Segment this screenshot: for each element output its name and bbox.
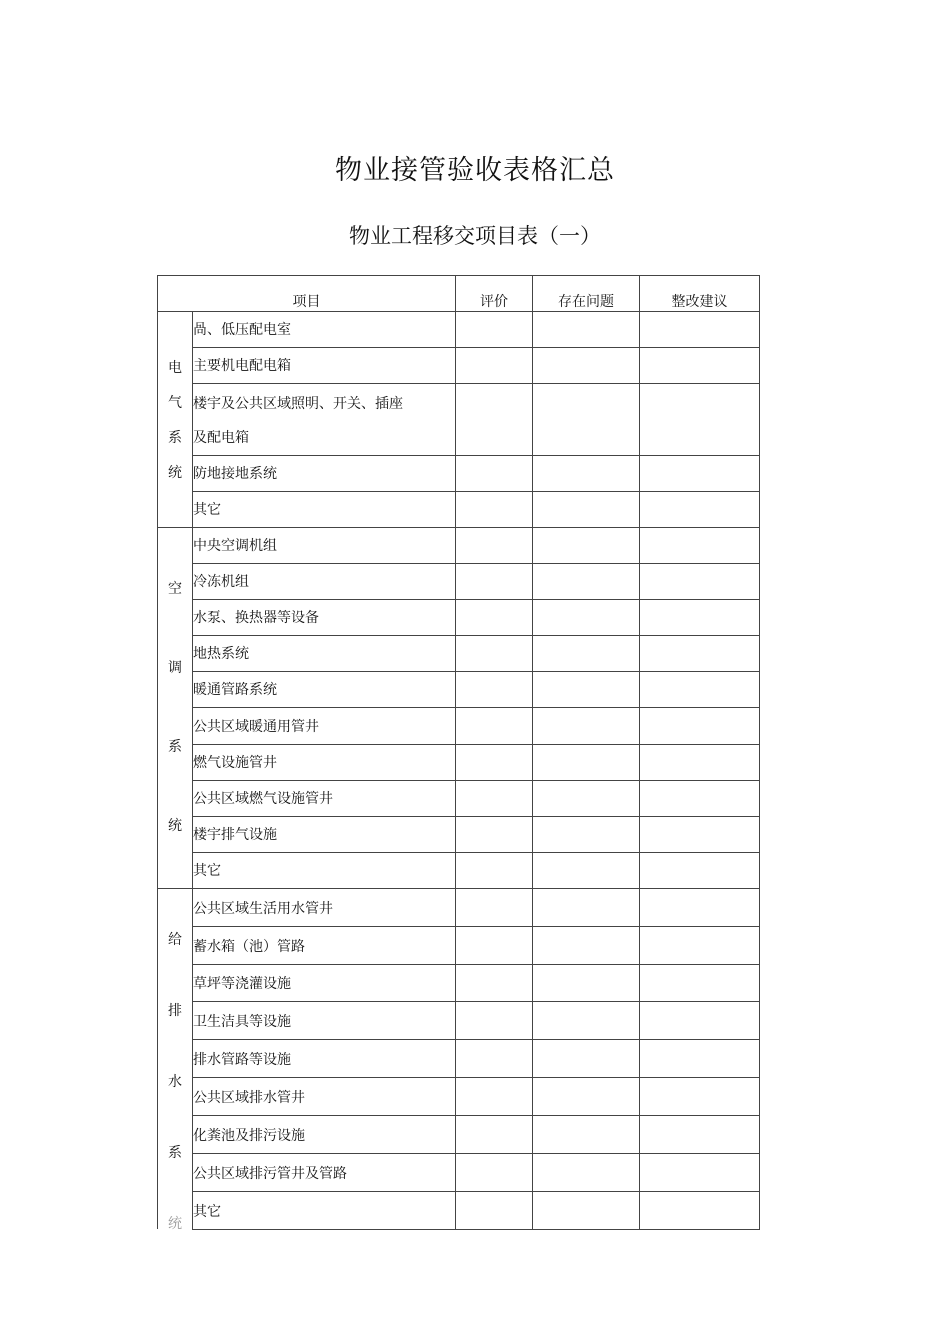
issue-cell[interactable] xyxy=(533,708,640,744)
header-suggestions: 整改建议 xyxy=(640,276,760,312)
eval-cell[interactable] xyxy=(456,964,533,1002)
issue-cell[interactable] xyxy=(533,889,640,927)
item-label: 公共区域暖通用管井 xyxy=(193,708,456,744)
eval-cell[interactable] xyxy=(456,528,533,564)
table-row xyxy=(158,528,760,564)
suggest-cell[interactable] xyxy=(640,708,760,744)
category-electrical: 电 气 系 统 xyxy=(158,312,193,528)
eval-cell[interactable] xyxy=(456,1153,533,1191)
suggest-cell[interactable] xyxy=(640,636,760,672)
suggest-cell[interactable] xyxy=(640,384,760,456)
table-row xyxy=(158,816,760,852)
issue-cell[interactable] xyxy=(533,926,640,964)
eval-cell[interactable] xyxy=(456,852,533,888)
table-row xyxy=(158,456,760,492)
table-row xyxy=(158,780,760,816)
issue-cell[interactable] xyxy=(533,852,640,888)
eval-cell[interactable] xyxy=(456,1191,533,1229)
item-label: 暖通管路系统 xyxy=(193,672,456,708)
item-label: 其它 xyxy=(193,1191,456,1229)
eval-cell[interactable] xyxy=(456,1002,533,1040)
issue-cell[interactable] xyxy=(533,1115,640,1153)
item-label: 公共区域生活用水管井 xyxy=(193,889,456,927)
item-label: 化粪池及排污设施 xyxy=(193,1115,456,1153)
eval-cell[interactable] xyxy=(456,780,533,816)
issue-cell[interactable] xyxy=(533,384,640,456)
eval-cell[interactable] xyxy=(456,384,533,456)
issue-cell[interactable] xyxy=(533,1040,640,1078)
issue-cell[interactable] xyxy=(533,1078,640,1116)
eval-cell[interactable] xyxy=(456,926,533,964)
issue-cell[interactable] xyxy=(533,744,640,780)
suggest-cell[interactable] xyxy=(640,1115,760,1153)
suggest-cell[interactable] xyxy=(640,780,760,816)
suggest-cell[interactable] xyxy=(640,492,760,528)
item-label: 咼、低压配电室 xyxy=(193,312,456,348)
eval-cell[interactable] xyxy=(456,456,533,492)
table-row xyxy=(158,926,760,964)
issue-cell[interactable] xyxy=(533,600,640,636)
item-label: 防地接地系统 xyxy=(193,456,456,492)
eval-cell[interactable] xyxy=(456,672,533,708)
suggest-cell[interactable] xyxy=(640,1153,760,1191)
table-row xyxy=(158,348,760,384)
issue-cell[interactable] xyxy=(533,1153,640,1191)
issue-cell[interactable] xyxy=(533,672,640,708)
eval-cell[interactable] xyxy=(456,636,533,672)
suggest-cell[interactable] xyxy=(640,816,760,852)
table-row xyxy=(158,744,760,780)
issue-cell[interactable] xyxy=(533,456,640,492)
header-item: 项目 xyxy=(158,276,456,312)
table-row xyxy=(158,1115,760,1153)
eval-cell[interactable] xyxy=(456,564,533,600)
item-label: 中央空调机组 xyxy=(193,528,456,564)
eval-cell[interactable] xyxy=(456,816,533,852)
suggest-cell[interactable] xyxy=(640,889,760,927)
item-label: 排水管路等设施 xyxy=(193,1040,456,1078)
category-hvac: 空 调 系 统 xyxy=(158,528,193,889)
item-label: 主要机电配电箱 xyxy=(193,348,456,384)
table-row xyxy=(158,492,760,528)
eval-cell[interactable] xyxy=(456,1078,533,1116)
table-row xyxy=(158,312,760,348)
eval-cell[interactable] xyxy=(456,1040,533,1078)
header-issues: 存在问题 xyxy=(533,276,640,312)
table-row xyxy=(158,852,760,888)
suggest-cell[interactable] xyxy=(640,744,760,780)
item-label: 冷冻机组 xyxy=(193,564,456,600)
item-label: 燃气设施管井 xyxy=(193,744,456,780)
eval-cell[interactable] xyxy=(456,312,533,348)
issue-cell[interactable] xyxy=(533,964,640,1002)
item-label: 蓄水箱（池）管路 xyxy=(193,926,456,964)
item-label: 其它 xyxy=(193,852,456,888)
issue-cell[interactable] xyxy=(533,780,640,816)
issue-cell[interactable] xyxy=(533,636,640,672)
item-label: 楼宇排气设施 xyxy=(193,816,456,852)
table-row xyxy=(158,636,760,672)
table-row xyxy=(158,672,760,708)
suggest-cell[interactable] xyxy=(640,600,760,636)
table-row xyxy=(158,384,760,456)
handover-table xyxy=(157,275,760,1230)
item-label: 水泵、换热器等设备 xyxy=(193,600,456,636)
suggest-cell[interactable] xyxy=(640,564,760,600)
item-label: 公共区域排水管井 xyxy=(193,1078,456,1116)
issue-cell[interactable] xyxy=(533,816,640,852)
category-plumbing: 给 排 水 系 统 xyxy=(158,889,193,1230)
eval-cell[interactable] xyxy=(456,348,533,384)
table-row xyxy=(158,1078,760,1116)
issue-cell[interactable] xyxy=(533,1002,640,1040)
header-row xyxy=(158,276,760,312)
suggest-cell[interactable] xyxy=(640,1078,760,1116)
table-row xyxy=(158,1002,760,1040)
table-row xyxy=(158,1040,760,1078)
table-row xyxy=(158,708,760,744)
suggest-cell[interactable] xyxy=(640,964,760,1002)
table-row xyxy=(158,889,760,927)
suggest-cell[interactable] xyxy=(640,852,760,888)
page-title: 物业接管验收表格汇总 xyxy=(335,155,615,186)
table-row xyxy=(158,564,760,600)
table-row xyxy=(158,1153,760,1191)
suggest-cell[interactable] xyxy=(640,672,760,708)
suggest-cell[interactable] xyxy=(640,1002,760,1040)
suggest-cell[interactable] xyxy=(640,528,760,564)
eval-cell[interactable] xyxy=(456,708,533,744)
issue-cell[interactable] xyxy=(533,528,640,564)
table-title: 物业工程移交项目表（一） xyxy=(349,224,601,248)
table-row xyxy=(158,964,760,1002)
item-label: 公共区域燃气设施管井 xyxy=(193,780,456,816)
item-label: 卫生洁具等设施 xyxy=(193,1002,456,1040)
issue-cell[interactable] xyxy=(533,312,640,348)
header-evaluation: 评价 xyxy=(456,276,533,312)
suggest-cell[interactable] xyxy=(640,1040,760,1078)
eval-cell[interactable] xyxy=(456,492,533,528)
item-label: 楼宇及公共区域照明、开关、插座 及配电箱 xyxy=(193,384,456,456)
item-label: 地热系统 xyxy=(193,636,456,672)
eval-cell[interactable] xyxy=(456,600,533,636)
suggest-cell[interactable] xyxy=(640,312,760,348)
item-label: 其它 xyxy=(193,492,456,528)
table-row xyxy=(158,1191,760,1229)
issue-cell[interactable] xyxy=(533,1191,640,1229)
suggest-cell[interactable] xyxy=(640,456,760,492)
suggest-cell[interactable] xyxy=(640,1191,760,1229)
suggest-cell[interactable] xyxy=(640,348,760,384)
eval-cell[interactable] xyxy=(456,889,533,927)
suggest-cell[interactable] xyxy=(640,926,760,964)
item-label: 草坪等浇灌设施 xyxy=(193,964,456,1002)
item-label: 公共区域排污管井及管路 xyxy=(193,1153,456,1191)
eval-cell[interactable] xyxy=(456,744,533,780)
table-row xyxy=(158,600,760,636)
eval-cell[interactable] xyxy=(456,1115,533,1153)
issue-cell[interactable] xyxy=(533,564,640,600)
issue-cell[interactable] xyxy=(533,492,640,528)
issue-cell[interactable] xyxy=(533,348,640,384)
